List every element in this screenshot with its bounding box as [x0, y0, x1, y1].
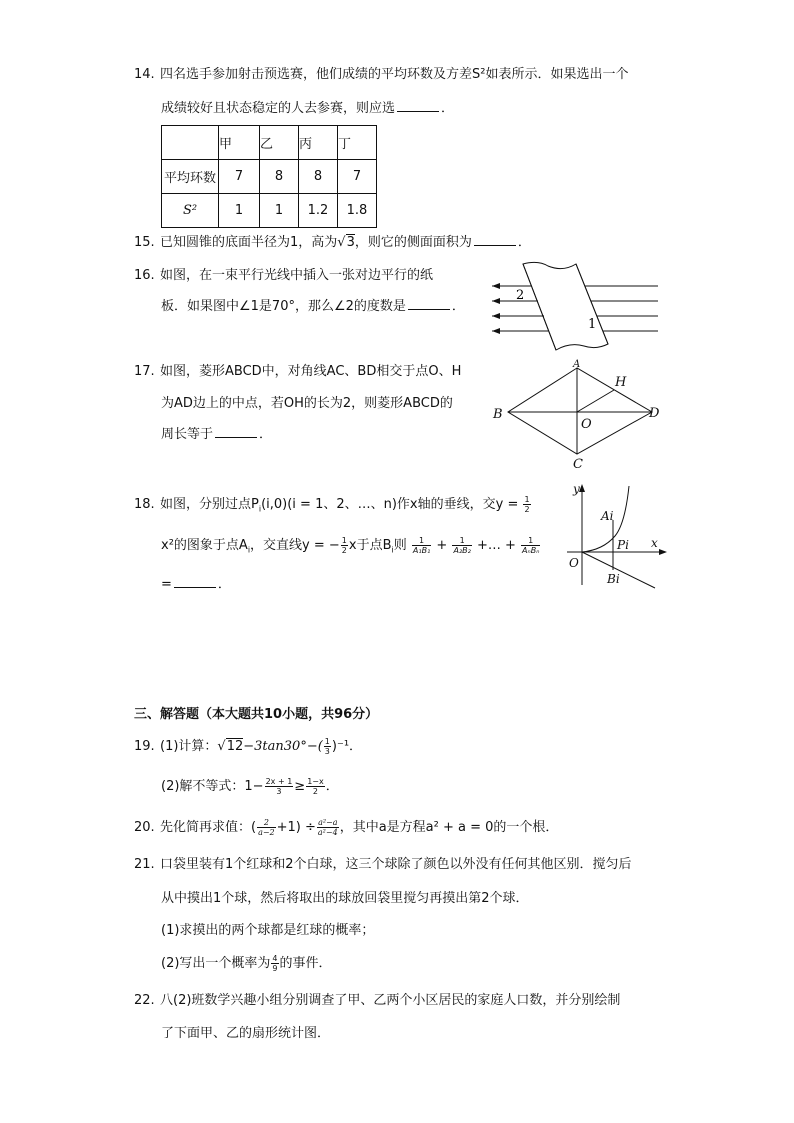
question-22-line1: [134, 991, 620, 1011]
question-number: 20.: [134, 820, 155, 835]
table-cell: S²: [162, 194, 219, 228]
q19-text-a: (1)计算：: [160, 739, 218, 754]
denominator: 2: [341, 546, 347, 555]
question-number: 16.: [134, 268, 155, 283]
table-cell: 甲: [219, 126, 260, 160]
fraction-1-anbn: $\frac{1}{\text{AₙBₙ}}$: [522, 536, 540, 555]
q19-text-d: (2)解不等式：1−: [161, 779, 264, 794]
numerator: a²−a: [318, 818, 338, 827]
answer-blank: [215, 425, 257, 438]
q16-text-line1: 如图，在一束平行光线中插入一张对边平行的纸: [160, 268, 434, 283]
fraction: [317, 818, 339, 837]
q18-text-a: 如图，分别过点P: [160, 497, 259, 512]
ellipsis-plus: +… +: [476, 538, 516, 553]
q15-text-a: 已知圆锥的底面半径为1，高为: [160, 235, 338, 250]
table-cell: 乙: [260, 126, 299, 160]
question-18-line3: [161, 575, 231, 595]
geq-sign: ≥: [294, 779, 306, 794]
q18-text-d: ，交直线y = −: [250, 538, 340, 553]
q18-text-b: (i,0)(i = 1、2、…、n)作x轴的垂线，交y =: [261, 497, 519, 512]
q18-end: ．: [217, 577, 231, 592]
fraction: [265, 777, 294, 796]
q22-text-line1: 八(2)班数学兴趣小组分别调查了甲、乙两个小区居民的家庭人口数，并分别绘制: [160, 993, 621, 1008]
q21-text-line4a: (2)写出一个概率为: [161, 956, 271, 971]
point-o-label: O: [581, 417, 592, 432]
fraction-1-a2b2: $\frac{1}{\text{A₂B₂}}$: [453, 536, 471, 555]
question-18-line2: x²的图象于点$A_i$，交直线y = − $\frac{1}{2}$ x于点$B_i$则 $\frac{1}{\text{A₁B₁}}$ + $\frac{1}{\text{A₂B₂}}$ +… + $\frac{1}{\text{AₙBₙ}}$: [161, 536, 540, 555]
q21-text-line1: 口袋里装有1个红球和2个白球，这三个球除了颜色以外没有任何其他区别．搅匀后: [160, 857, 632, 872]
q19-end: ．: [325, 779, 339, 794]
point-a-label: A: [573, 359, 581, 370]
q14-score-table: [161, 125, 377, 228]
question-14-line2: [161, 99, 454, 119]
q18-text-f: 则: [393, 538, 407, 553]
q15-text-b: ，则它的侧面面积为: [354, 235, 472, 250]
q14-text-line1: 四名选手参加射击预选赛，他们成绩的平均环数及方差S²如表所示．如果选出一个: [160, 67, 629, 82]
arrow-left-icon: [492, 328, 500, 334]
cardboard: [523, 262, 608, 350]
q19-sqrt: 12: [226, 739, 244, 754]
table-cell: 7: [338, 160, 377, 194]
numerator: 2x + 1: [265, 777, 293, 786]
question-number: 18.: [134, 497, 155, 512]
table-cell: 1.8: [338, 194, 377, 228]
q20-text-a: 先化简再求值：(: [160, 820, 257, 835]
q20-text-b: +1) ÷: [276, 820, 316, 835]
table-cell: 7: [219, 160, 260, 194]
y-axis-label: y: [573, 482, 580, 496]
question-17-line3: [161, 425, 272, 445]
numerator: 2: [257, 818, 276, 828]
q21-text-line4b: 的事件．: [279, 956, 332, 971]
point-h-label: H: [615, 375, 627, 390]
fraction: [257, 818, 276, 837]
point-pi-label: Pi: [617, 538, 629, 552]
fraction: [306, 777, 325, 796]
point-d-label: D: [649, 406, 660, 421]
table-cell: 8: [260, 160, 299, 194]
table-cell: 丙: [299, 126, 338, 160]
equals-sign: =: [161, 577, 172, 592]
origin-label: O: [569, 556, 579, 570]
question-21-line4: [161, 954, 332, 974]
denominator: 2: [312, 787, 319, 796]
section-title: 三、解答题（本大题共10小题，共96分）: [134, 707, 379, 722]
question-17-line1: [134, 362, 461, 382]
q19-text-c: )⁻¹．: [331, 739, 363, 754]
numerator: 1: [524, 495, 530, 504]
question-21-line2: [161, 889, 529, 909]
question-18-line1: 18. 如图，分别过点$P_i(i,0)(i = 1$、2、…、n)作x轴的垂线，交y = $\frac{1}{2}$: [134, 495, 530, 514]
q14-end: ．: [441, 101, 455, 116]
arrow-right-icon: [659, 549, 667, 555]
question-22-line2: [161, 1024, 330, 1044]
point-b-label: B: [493, 407, 503, 422]
q16-end: ．: [451, 299, 465, 314]
x-axis-label: x: [651, 536, 658, 550]
plus-sign: +: [436, 538, 448, 553]
table-cell: 丁: [338, 126, 377, 160]
q17-rhombus-figure: [488, 356, 666, 474]
denominator: a²−4: [317, 828, 338, 837]
q21-text-line3: (1)求摸出的两个球都是红球的概率；: [161, 923, 375, 938]
arrow-up-icon: [579, 484, 585, 492]
denominator: 2: [524, 505, 530, 514]
q20-text-c: ，其中a是方程a² + a = 0的一个根．: [339, 820, 559, 835]
fraction-half: [341, 536, 348, 555]
q15-end: ．: [517, 235, 531, 250]
denominator: a−2: [258, 828, 275, 837]
q17-text-line2: 为AD边上的中点，若OH的长为2，则菱形ABCD的: [161, 396, 453, 411]
q17-text-line1: 如图，菱形ABCD中，对角线AC、BD相交于点O、H: [160, 364, 462, 379]
fraction-half: [523, 495, 530, 514]
q19-text-b: −3tan30°−(: [243, 739, 323, 754]
numerator: 1: [341, 536, 347, 545]
rhombus-abcd: [508, 368, 652, 454]
question-19-part1: 19. (1)计算：√12−3tan30°−( $\frac{1}{3}$ )⁻¹．: [134, 737, 363, 756]
question-20: [134, 818, 558, 838]
q18-text-e: x于点B: [348, 538, 392, 553]
point-ai-label: Ai: [601, 509, 614, 523]
denominator: 9: [272, 964, 278, 973]
q16-parallel-light-figure: [488, 258, 660, 354]
table-cell: [162, 126, 219, 160]
arrow-left-icon: [492, 283, 500, 289]
numerator: 1−x: [307, 777, 324, 786]
arrow-left-icon: [492, 313, 500, 319]
q18-parabola-figure: [563, 480, 671, 590]
table-cell: 1: [219, 194, 260, 228]
table-row: [162, 194, 377, 228]
arrow-left-icon: [492, 298, 500, 304]
question-14-line1: [134, 65, 628, 85]
question-21-line1: [134, 855, 632, 875]
q16-text-line2: 板．如果图中∠1是70°，那么∠2的度数是: [161, 299, 406, 314]
q18-text-c: x²的图象于点A: [161, 538, 248, 553]
fraction: [271, 954, 278, 973]
fraction-1-a1b1: $\frac{1}{\text{A₁B₁}}$: [412, 536, 431, 555]
table-row: [162, 126, 377, 160]
answer-blank: [474, 233, 516, 246]
question-19-part2: [161, 777, 339, 797]
q15-sqrt: 3: [346, 235, 355, 250]
q17-text-line3: 周长等于: [161, 427, 214, 442]
angle-2-label: 2: [516, 288, 525, 303]
q17-end: ．: [259, 427, 273, 442]
fraction-one-third: $\frac{1}{3}$: [324, 737, 330, 756]
table-row: [162, 160, 377, 194]
numerator: 4: [272, 954, 278, 963]
angle-1-label: 1: [588, 317, 597, 332]
denominator: 3: [276, 787, 282, 796]
q14-text-line2: 成绩较好且状态稳定的人去参赛，则应选: [161, 101, 396, 116]
answer-blank: [174, 575, 216, 588]
table-cell: 1.2: [299, 194, 338, 228]
question-17-line2: [161, 394, 453, 414]
segment-oh: [577, 390, 614, 412]
answer-blank: [408, 297, 450, 310]
q22-text-line2: 了下面甲、乙的扇形统计图．: [161, 1026, 331, 1041]
question-number: 14.: [134, 67, 155, 82]
question-16-line2: [161, 297, 465, 317]
question-16-line1: [134, 266, 433, 286]
question-21-line3: [161, 921, 374, 941]
answer-blank: [397, 99, 439, 112]
table-cell: 平均环数: [162, 160, 219, 194]
point-c-label: C: [573, 457, 583, 472]
question-15: 15. 已知圆锥的底面半径为1，高为√3，则它的侧面面积为 ．: [134, 233, 531, 253]
q21-text-line2: 从中摸出1个球，然后将取出的球放回袋里搅匀再摸出第2个球．: [161, 891, 529, 906]
question-number: 19.: [134, 739, 155, 754]
question-number: 21.: [134, 857, 155, 872]
table-cell: 8: [299, 160, 338, 194]
question-number: 22.: [134, 993, 155, 1008]
question-number: 15.: [134, 235, 155, 250]
table-cell: 1: [260, 194, 299, 228]
point-bi-label: Bi: [607, 572, 620, 586]
question-number: 17.: [134, 364, 155, 379]
